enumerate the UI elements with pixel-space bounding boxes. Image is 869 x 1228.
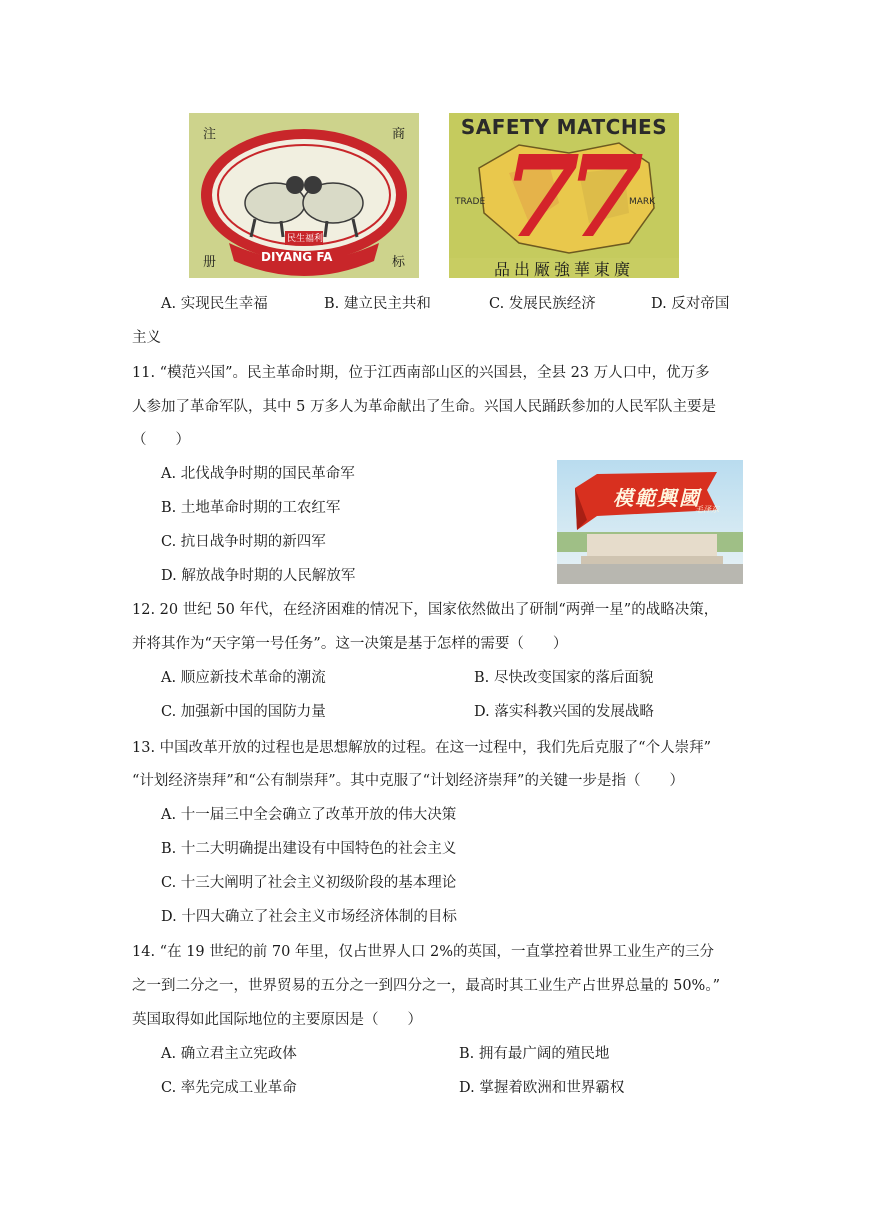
q14-stem-line2: 之一到二分之一，世界贸易的五分之一到四分之一，最高时其工业生产占世界总量的 50%。” (132, 978, 720, 994)
q13-option-b: B. 十二大明确提出建设有中国特色的社会主义 (161, 841, 457, 857)
label-corner-br: 标 (392, 255, 406, 270)
q12-option-d: D. 落实科教兴国的发展战略 (474, 704, 654, 720)
monument-signature: 毛泽东 (695, 505, 719, 514)
label-ribbon-text: DIYANG FA (261, 250, 333, 264)
q10-option-d-wrap: 主义 (132, 330, 161, 346)
q13-option-d: D. 十四大确立了社会主义市场经济体制的目标 (161, 909, 457, 925)
q11-option-a: A. 北伐战争时期的国民革命军 (161, 466, 355, 482)
q14-option-a: A. 确立君主立宪政体 (161, 1046, 297, 1062)
monument-inscription: 模範興國 (613, 486, 701, 510)
q14-option-d: D. 掌握着欧洲和世界霸权 (459, 1080, 625, 1096)
matches-heading: SAFETY MATCHES (460, 115, 668, 139)
matches-mark: MARK (629, 197, 656, 207)
q13-option-c: C. 十三大阐明了社会主义初级阶段的基本理论 (161, 875, 457, 891)
q14-option-c: C. 率先完成工业革命 (161, 1080, 297, 1096)
q12-stem-line2: 并将其作为“天字第一号任务”。这一决策是基于怎样的需要（ ） (132, 636, 568, 652)
q12-option-c: C. 加强新中国的国防力量 (161, 704, 326, 720)
q14-stem-line1: 14. “在 19 世纪的前 70 年里，仅占世界人口 2%的英国，一直掌控着世界工业生产的三分 (132, 944, 715, 960)
q11-stem-line3: （ ） (132, 432, 190, 448)
q14-stem-line3: 英国取得如此国际地位的主要原因是（ ） (132, 1012, 422, 1028)
safety-matches-image (449, 113, 679, 278)
q13-option-a: A. 十一届三中全会确立了改革开放的伟大决策 (161, 807, 457, 823)
matches-trade: TRADE (455, 197, 486, 207)
label-corner-tl: 注 (203, 127, 217, 142)
q11-option-b: B. 土地革命时期的工农红军 (161, 500, 341, 516)
q10-option-c: C. 发展民族经济 (489, 296, 596, 312)
q11-option-d: D. 解放战争时期的人民解放军 (161, 568, 356, 584)
q11-stem-line1: 11. “模范兴国”。民主革命时期，位于江西南部山区的兴国县，全县 23 万人口中，优万多 (132, 365, 710, 381)
q12-option-b: B. 尽快改变国家的落后面貌 (474, 670, 654, 686)
monument-photo (557, 460, 743, 584)
label-corner-tr: 商 (392, 127, 406, 142)
q10-option-d: D. 反对帝国 (651, 296, 730, 312)
q11-option-c: C. 抗日战争时期的新四军 (161, 534, 326, 550)
q11-stem-line2: 人参加了革命军队，其中 5 万多人为革命献出了生命。兴国人民踊跃参加的人民军队主要是 (132, 399, 716, 415)
label-corner-bl: 册 (203, 255, 217, 270)
label-banner-text: 民生福利 (287, 234, 324, 244)
q10-option-b: B. 建立民主共和 (324, 296, 431, 312)
trademark-label-image (189, 113, 419, 278)
q12-option-a: A. 顺应新技术革命的潮流 (161, 670, 326, 686)
q13-stem-line2: “计划经济崇拜”和“公有制崇拜”。其中克服了“计划经济崇拜”的关键一步是指（ ） (132, 773, 684, 789)
q12-stem-line1: 12. 20 世纪 50 年代，在经济困难的情况下，国家依然做出了研制“两弹一星”的战略决策， (132, 602, 719, 618)
q13-stem-line1: 13. 中国改革开放的过程也是思想解放的过程。在这一过程中，我们先后克服了“个人崇拜” (132, 740, 711, 756)
q14-option-b: B. 拥有最广阔的殖民地 (459, 1046, 610, 1062)
matches-bottom-text: 品出厰強華東廣 (493, 260, 634, 279)
q10-option-a: A. 实现民生幸福 (161, 296, 268, 312)
matches-number: 77 (502, 132, 630, 263)
